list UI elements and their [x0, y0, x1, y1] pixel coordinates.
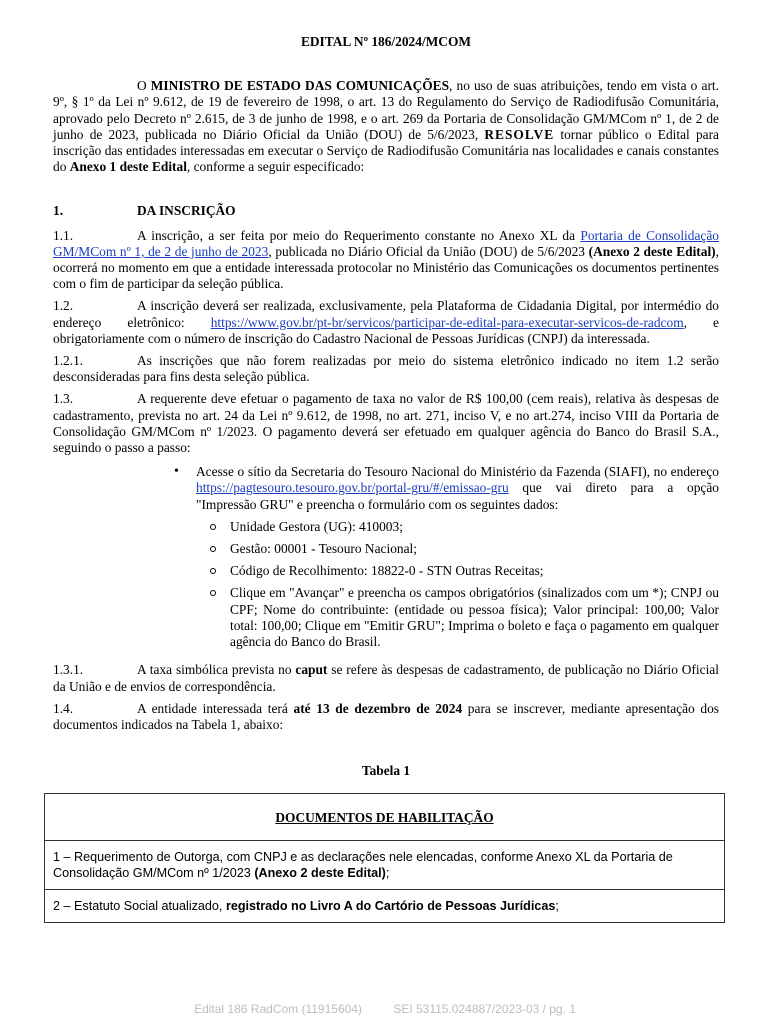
intro-bold-resolve: RESOLVE [484, 126, 555, 142]
portaria-link[interactable]: Portaria de Consolidação GM/MCom nº 1, de 2 de junho de 2023 [53, 227, 719, 259]
bullet-text: Acesse o sítio da Secretaria do Tesouro Nacional do Ministério da Fazenda (SIAFI), no endereço [196, 464, 719, 480]
footer-document-name: Edital 186 RadCom (11915604) [194, 1002, 362, 1016]
item-bold: (Anexo 2 deste Edital) [588, 243, 716, 259]
payment-steps-list [53, 464, 719, 513]
table-row [45, 841, 725, 890]
intro-paragraph [53, 78, 719, 175]
table-row [45, 794, 725, 841]
bullet-text: que vai direto para a opção "Impressão GRU" e preencha o formulário com os seguintes dados: [196, 480, 719, 512]
documents-table [44, 793, 725, 923]
item-text: , publicada no Diário Oficial da União (DOU) de 5/6/2023 [268, 243, 589, 259]
cell-text: 1 – Requerimento de Outorga, com CNPJ e as declarações nele elencadas, conforme Anexo XL da Portaria de Consolidação GM/MCom nº 1/2023 [53, 850, 673, 881]
item-text: As inscrições que não forem realizadas por meio do sistema eletrônico indicado no item 1.2 serão desconsideradas para fins desta seleção pública. [53, 353, 719, 385]
item-number: 1.1. [53, 227, 74, 243]
table-title: Tabela 1 [361, 763, 411, 779]
item-1-4 [53, 701, 719, 733]
item-bold-deadline: até 13 de dezembro de 2024 [293, 700, 463, 716]
item-text: se refere às despesas de cadastramento, de publicação no Diário Oficial da União e de envios de correspondência. [53, 662, 719, 694]
intro-bold-anexo: Anexo 1 deste Edital [69, 159, 187, 175]
document-title: EDITAL Nº 186/2024/MCOM [300, 34, 472, 49]
item-1-1 [53, 228, 719, 293]
page-footer [0, 1001, 770, 1017]
cell-bold: (Anexo 2 deste Edital) [254, 866, 386, 881]
list-item: Unidade Gestora (UG): 410003; [230, 519, 719, 535]
item-number: 1.3. [53, 391, 74, 407]
item-text: para se inscrever, mediante apresentação dos documentos indicados na Tabela 1, abaixo: [53, 700, 720, 732]
item-text: A taxa simbólica prevista no [137, 662, 296, 678]
item-number: 1.3.1. [53, 662, 84, 678]
list-item [196, 464, 719, 513]
item-text: A requerente deve efetuar o pagamento de taxa no valor de R$ 100,00 (cem reais), relativa às despesas de cadastramento, prevista no art. 24 da Lei nº 9.612, de 1998, no art. 271, inciso V, e no art.274, inciso VIII da Portaria de Consolidação GM/MCom nº 1/2023. O pagamento deverá ser efetuado em qualquer agência do Banco do Brasil S.A., seguindo o passo a passo: [53, 391, 719, 456]
item-text: A inscrição deverá ser realizada, exclusivamente, pela Plataforma de Cidadania Digital, por intermédio do endereço eletrônico: [53, 298, 719, 330]
section-title: DA INSCRIÇÃO [137, 203, 236, 219]
item-text: , ocorrerá no momento em que a entidade interessada protocolar no Ministério das Comunicações os documentos pertinentes com o fim de participar da seleção pública. [53, 243, 720, 292]
item-1-3 [53, 391, 719, 456]
table-row [45, 890, 725, 923]
footer-sei-number: SEI 53115.024887/2023-03 / pg. 1 [393, 1002, 576, 1016]
intro-bold-ministro: MINISTRO DE ESTADO DAS COMUNICAÇÕES [150, 78, 450, 94]
item-text: A inscrição, a ser feita por meio do Requerimento constante no Anexo XL da [137, 227, 581, 243]
intro-text: , no uso de suas atribuições, tendo em vista o art. 9º, § 1º da Lei nº 9.612, de 19 de fevereiro de 1998, o art. 13 do Regulamento do Serviço de Radiodifusão Comunitária, aprovado pelo Decreto nº 2.615, de 3 de junho de 1998, e o art. 269 da Portaria de Consolidação GM/MCom nº 1, de 2 de junho de 2023, publicada no Diário Oficial da União (DOU) de 5/6/2023, [53, 78, 719, 142]
item-number: 1.2.1. [53, 353, 84, 369]
list-item: Clique em "Avançar" e preencha os campos obrigatórios (sinalizados com um *); CNPJ ou CPF; Nome do contribuinte: (entidade ou pessoa física); Valor principal: 100,00; Valor total: 100,00; Clique em "Emitir GRU"; Imprima o boleto e faça o pagamento em qualquer agência do Banco do Brasil. [230, 585, 719, 650]
document-page [53, 34, 719, 923]
item-text: , e obrigatoriamente com o número de inscrição do Cadastro Nacional de Pessoas Jurídicas (CNPJ) da interessada. [53, 314, 719, 346]
intro-text: tornar público o Edital para inscrição das entidades interessadas em executar o Serviço de Radiodifusão Comunitária nas localidades e canais constantes do [53, 126, 719, 175]
list-item: Código de Recolhimento: 18822-0 - STN Outras Receitas; [230, 563, 719, 579]
item-text: A entidade interessada terá [137, 700, 294, 716]
cell-text: 2 – Estatuto Social atualizado, [53, 899, 226, 914]
list-item: Gestão: 00001 - Tesouro Nacional; [230, 541, 719, 557]
cell-text: ; [555, 899, 559, 914]
section-number: 1. [53, 203, 64, 219]
cell-text: ; [385, 866, 390, 881]
table-cell [45, 890, 725, 923]
table-cell [45, 841, 725, 890]
section-heading [53, 203, 719, 219]
item-number: 1.2. [53, 298, 74, 314]
pagtesouro-link[interactable]: https://pagtesouro.tesouro.gov.br/portal-gru/#/emissao-gru [196, 480, 509, 496]
item-1-2 [53, 298, 719, 347]
cell-bold: registrado no Livro A do Cartório de Pessoas Jurídicas [225, 899, 556, 914]
item-1-3-1 [53, 662, 719, 694]
intro-text: O [137, 78, 151, 94]
gov-br-link[interactable]: https://www.gov.br/pt-br/servicos/participar-de-edital-para-executar-servicos-de-radcom [210, 314, 684, 330]
item-number: 1.4. [53, 700, 74, 716]
gru-fields-list [53, 519, 719, 650]
item-bold: caput [295, 662, 328, 678]
table-header: DOCUMENTOS DE HABILITAÇÃO [45, 794, 725, 841]
item-1-2-1 [53, 353, 719, 385]
intro-text: , conforme a seguir especificado: [186, 159, 365, 175]
